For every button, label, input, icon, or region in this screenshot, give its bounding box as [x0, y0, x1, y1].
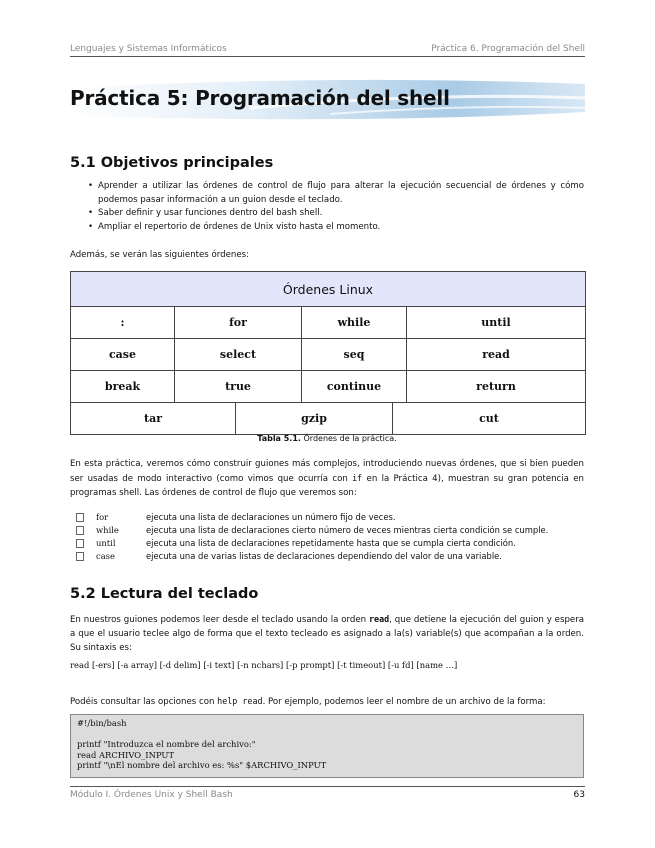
list-item: • Aprender a utilizar las órdenes de control de flujo para alterar la ejecución secuencial de órdenes y cómo podemos pasar información a un guion desde el teclado.	[86, 180, 584, 207]
table-cell: case	[71, 339, 175, 370]
header-left: Lenguajes y Sistemas Informáticos	[70, 44, 227, 54]
list-item	[76, 537, 548, 550]
read-text-1: En nuestros guiones podemos leer desde el teclado usando la orden	[70, 615, 369, 625]
intro-paragraph	[70, 457, 584, 500]
table-cell: gzip	[236, 403, 393, 434]
table-cell: break	[71, 371, 175, 402]
footer-divider	[70, 786, 585, 787]
table-cell: return	[476, 380, 516, 393]
checkbox-icon	[76, 513, 84, 522]
caption-label: Tabla 5.1.	[257, 434, 301, 443]
header-right: Práctica 6. Programación del Shell	[431, 44, 585, 54]
table-cell: select	[175, 339, 302, 370]
list-item: • Ampliar el repertorio de órdenes de Unix visto hasta el momento.	[86, 221, 584, 235]
checkbox-icon	[76, 526, 84, 535]
list-item	[76, 511, 548, 524]
command-desc: ejecuta una lista de declaraciones repetidamente hasta que se cumpla cierta condición.	[146, 538, 516, 548]
inline-code-read: read	[369, 614, 390, 624]
read-text-2: , que detiene la ejecución del guion y espera a que el usuario teclee algo de forma que el texto tecleado es asignado a la(s) variable(s) que acompañan a la orden. Su sintaxis es:	[70, 615, 584, 653]
table-cell: until	[481, 316, 511, 329]
code-content: #!/bin/bash printf "Introduzca el nombre del archivo:" read ARCHIVO_INPUT printf "\nEl nombre del archivo es: %s" $ARCHIVO_INPUT	[77, 718, 327, 770]
commands-table	[70, 271, 586, 435]
table-row	[71, 339, 585, 371]
inline-code-if: if	[352, 473, 363, 483]
read-syntax: read [-ers] [-a array] [-d delim] [-i text] [-n nchars] [-p prompt] [-t timeout] [-u fd] [name …]	[70, 660, 458, 670]
command-desc: ejecuta una lista de declaraciones un número fijo de veces.	[146, 512, 396, 522]
table-row	[71, 371, 585, 403]
table-cell: read	[482, 348, 510, 361]
objectives-list	[86, 180, 584, 234]
code-block	[70, 714, 584, 778]
footer-left: Módulo I. Órdenes Unix y Shell Bash	[70, 790, 233, 800]
command-name: case	[96, 551, 115, 561]
page-title: Práctica 5: Programación del shell	[70, 86, 450, 110]
table-cell: tar	[71, 403, 236, 434]
intro-text-1: En esta práctica, veremos cómo construir guiones más complejos, introduciendo nuevas órdenes, que si bien pueden ser usadas de modo interactivo (como vimos que ocurría con	[70, 459, 584, 484]
command-desc: ejecuta una de varias listas de declaraciones dependiendo del valor de una variable.	[146, 551, 502, 561]
read-paragraph	[70, 612, 584, 655]
checkbox-icon	[76, 539, 84, 548]
checkbox-icon	[76, 552, 84, 561]
list-item	[76, 524, 548, 537]
page-number: 63	[573, 790, 585, 800]
inline-code-help: help read	[217, 696, 263, 706]
table-row	[71, 403, 585, 434]
intro-text-2: en la Práctica 4), muestran su gran potencia en programas shell. Las órdenes de control de flujo que veremos son:	[70, 474, 584, 498]
table-row	[71, 307, 585, 339]
table-cell: for	[175, 307, 302, 338]
table-cell: continue	[302, 371, 407, 402]
section-heading-objetivos: 5.1 Objetivos principales	[70, 155, 274, 171]
command-name: until	[96, 538, 116, 548]
header-divider	[70, 56, 585, 57]
command-name: for	[96, 512, 109, 522]
caption-text: Órdenes de la práctica.	[300, 434, 397, 443]
section-heading-lectura: 5.2 Lectura del teclado	[70, 586, 259, 602]
table-cell: while	[302, 307, 407, 338]
table-cell: :	[71, 307, 175, 338]
list-item: • Saber definir y usar funciones dentro del bash shell.	[86, 207, 584, 221]
table-cell: true	[175, 371, 302, 402]
help-paragraph	[70, 694, 584, 709]
also-text: Además, se verán las siguientes órdenes:	[70, 250, 249, 260]
table-caption	[70, 434, 584, 443]
table-header: Órdenes Linux	[71, 272, 585, 307]
command-name: while	[96, 525, 119, 535]
table-cell: cut	[479, 412, 499, 425]
control-flow-list	[76, 511, 548, 563]
command-desc: ejecuta una lista de declaraciones cierto número de veces mientras cierta condición se cumple.	[146, 525, 549, 535]
help-text-1: Podéis consultar las opciones con	[70, 697, 218, 707]
table-cell: seq	[302, 339, 407, 370]
list-item	[76, 550, 548, 563]
help-text-2: . Por ejemplo, podemos leer el nombre de un archivo de la forma:	[262, 697, 546, 707]
